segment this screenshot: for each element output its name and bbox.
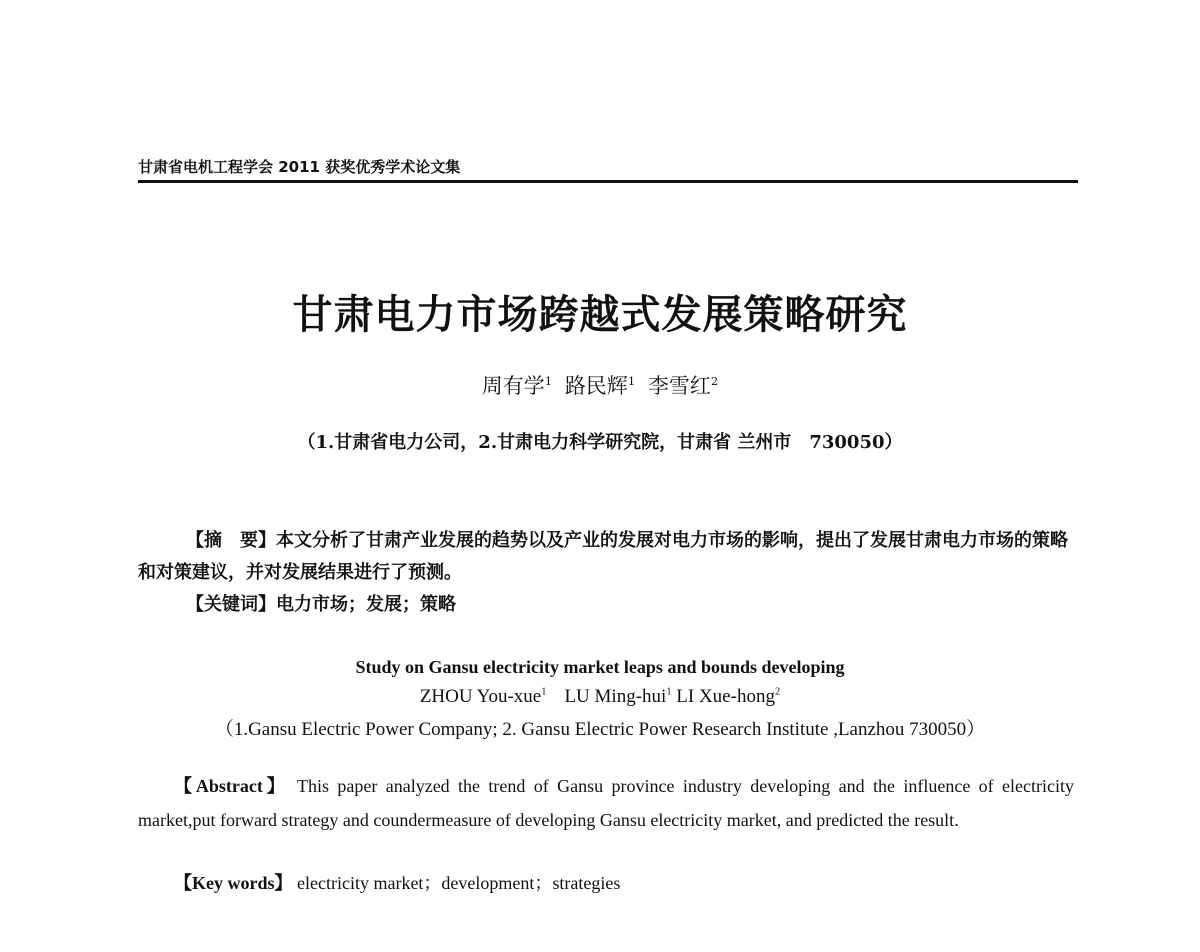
keywords-text: 电力市场；发展；策略 xyxy=(276,594,456,615)
keywords-label: 【Key words】 xyxy=(174,873,293,893)
author: LU Ming-hui$^1$ xyxy=(564,686,672,707)
abstract-label: 【Abstract】 xyxy=(174,776,289,796)
affiliation: （1.甘肃省电力公司，2.甘肃电力科学研究院，甘肃省 兰州市 730050） xyxy=(297,432,903,453)
chinese-abstract xyxy=(138,525,1078,589)
running-header-text: 甘肃省电机工程学会 2011 获奖优秀学术论文集 xyxy=(138,158,461,176)
english-keywords xyxy=(174,869,620,895)
author: 周有学$^1$ xyxy=(481,374,553,398)
header-rule xyxy=(138,180,1078,183)
english-affiliation: （1.Gansu Electric Power Company; 2. Gansu Electric Power Research Institute ,Lanzhou 730050） xyxy=(214,719,986,740)
author: ZHOU You-xue$^1$ xyxy=(419,686,547,707)
chinese-keywords xyxy=(186,590,456,616)
english-abstract xyxy=(138,769,1074,837)
author: 路民辉$^1$ xyxy=(564,374,636,398)
english-title: Study on Gansu electricity market leaps and bounds developing xyxy=(355,657,845,677)
abstract-text: 本文分析了甘肃产业发展的趋势以及产业的发展对电力市场的影响，提出了发展甘肃电力市场的策略和对策建议，并对发展结果进行了预测。 xyxy=(138,530,1068,583)
english-author-list xyxy=(0,686,1200,708)
abstract-label: 【摘 要】 xyxy=(186,530,276,551)
paper-title: 甘肃电力市场跨越式发展策略研究 xyxy=(292,291,908,338)
author: LI Xue-hong$^2$ xyxy=(676,686,781,707)
running-header xyxy=(138,156,1078,177)
keywords-label: 【关键词】 xyxy=(186,594,276,615)
author: 李雪红$^2$ xyxy=(647,374,719,398)
keywords-text: electricity market；development；strategies xyxy=(297,873,621,893)
abstract-text: This paper analyzed the trend of Gansu province industry developing and the influence of electricity market,put forward strategy and coundermeasure of developing Gansu electricity market, and predicted the result. xyxy=(138,776,1075,830)
author-list xyxy=(0,370,1200,400)
